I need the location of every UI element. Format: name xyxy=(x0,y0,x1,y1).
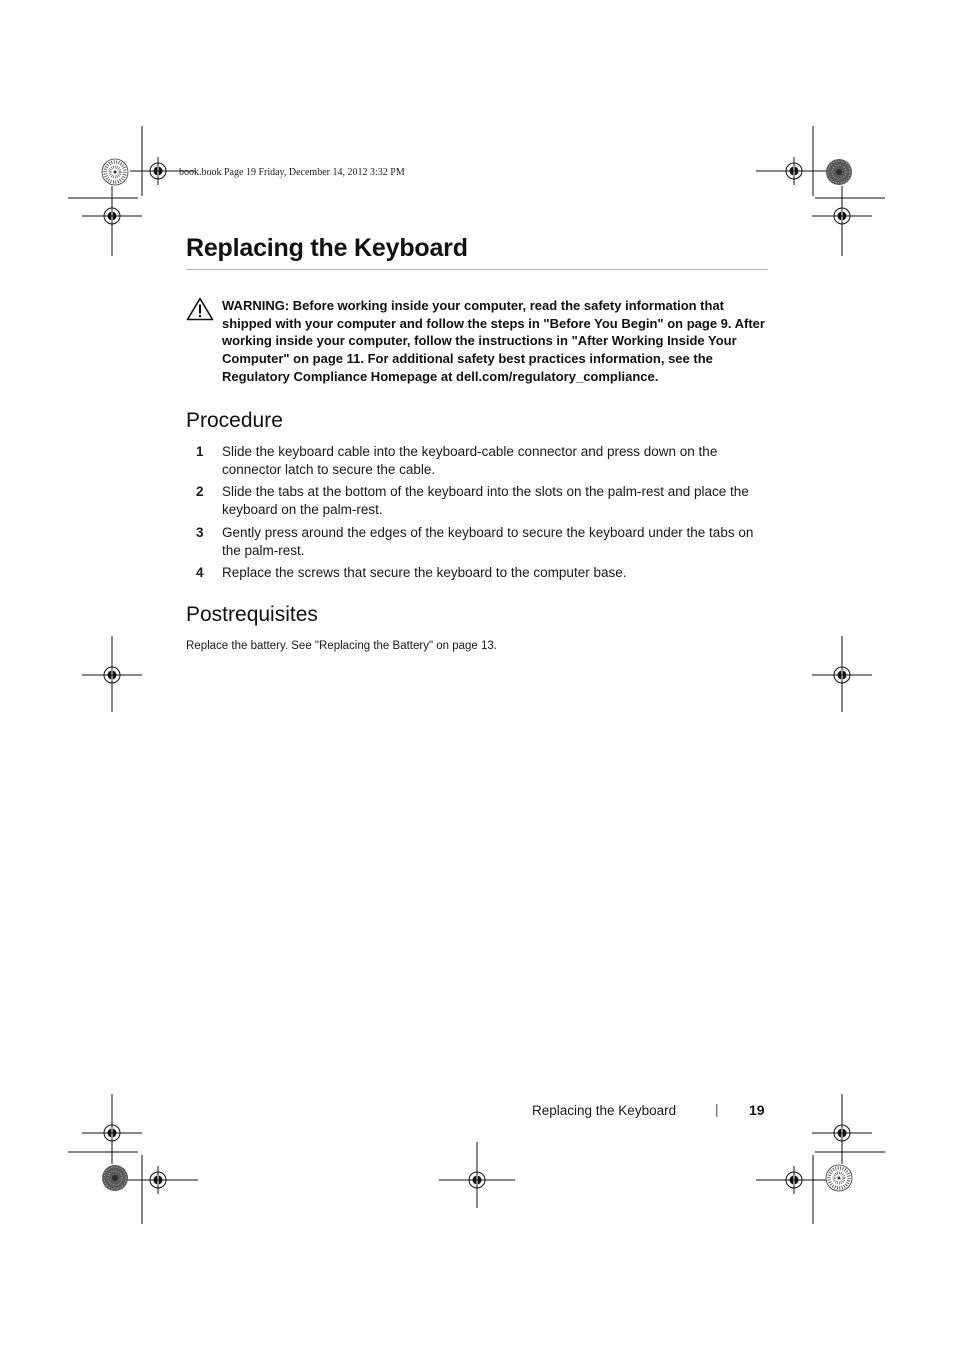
step-number: 3 xyxy=(196,524,204,540)
step-number: 1 xyxy=(196,444,204,459)
list-item xyxy=(186,564,768,582)
print-slug: book.book Page 19 Friday, December 14, 2012 3:32 PM xyxy=(179,167,405,178)
list-item xyxy=(186,524,768,559)
warning-text: WARNING: Before working inside your computer, read the safety information that shipped with your computer and follow the steps in "Before You Begin" on page 9. After working inside your computer, follow the instructions in "After Working Inside Your Computer" on page 11. For additional safety best practices information, see the Regulatory Compliance Homepage at dell.com/regulatory_compliance. xyxy=(222,298,765,384)
list-item xyxy=(186,443,768,478)
postrequisites-heading: Postrequisites xyxy=(186,603,318,626)
step-text: Slide the keyboard cable into the keyboard-cable connector and press down on the connector latch to secure the cable. xyxy=(222,444,718,477)
page-title: Replacing the Keyboard xyxy=(186,234,468,262)
step-text: Slide the tabs at the bottom of the keyboard into the slots on the palm-rest and place the keyboard on the palm-rest. xyxy=(222,484,749,518)
postrequisites-text: Replace the battery. See "Replacing the Battery" on page 13. xyxy=(186,640,497,652)
procedure-heading: Procedure xyxy=(186,409,283,432)
step-number: 2 xyxy=(196,484,204,500)
step-number: 4 xyxy=(196,565,204,581)
footer-separator: | xyxy=(715,1102,719,1117)
footer-section-title: Replacing the Keyboard xyxy=(532,1103,677,1118)
warning-notice xyxy=(186,297,768,386)
procedure-steps xyxy=(186,443,768,587)
list-item xyxy=(186,483,768,518)
step-text: Replace the screws that secure the keyboard to the computer base. xyxy=(222,565,627,581)
warning-triangle-icon xyxy=(186,297,214,321)
step-text: Gently press around the edges of the keyboard to secure the keyboard under the tabs on the palm-rest. xyxy=(222,524,754,558)
page-number: 19 xyxy=(749,1102,765,1118)
title-divider xyxy=(186,269,768,270)
